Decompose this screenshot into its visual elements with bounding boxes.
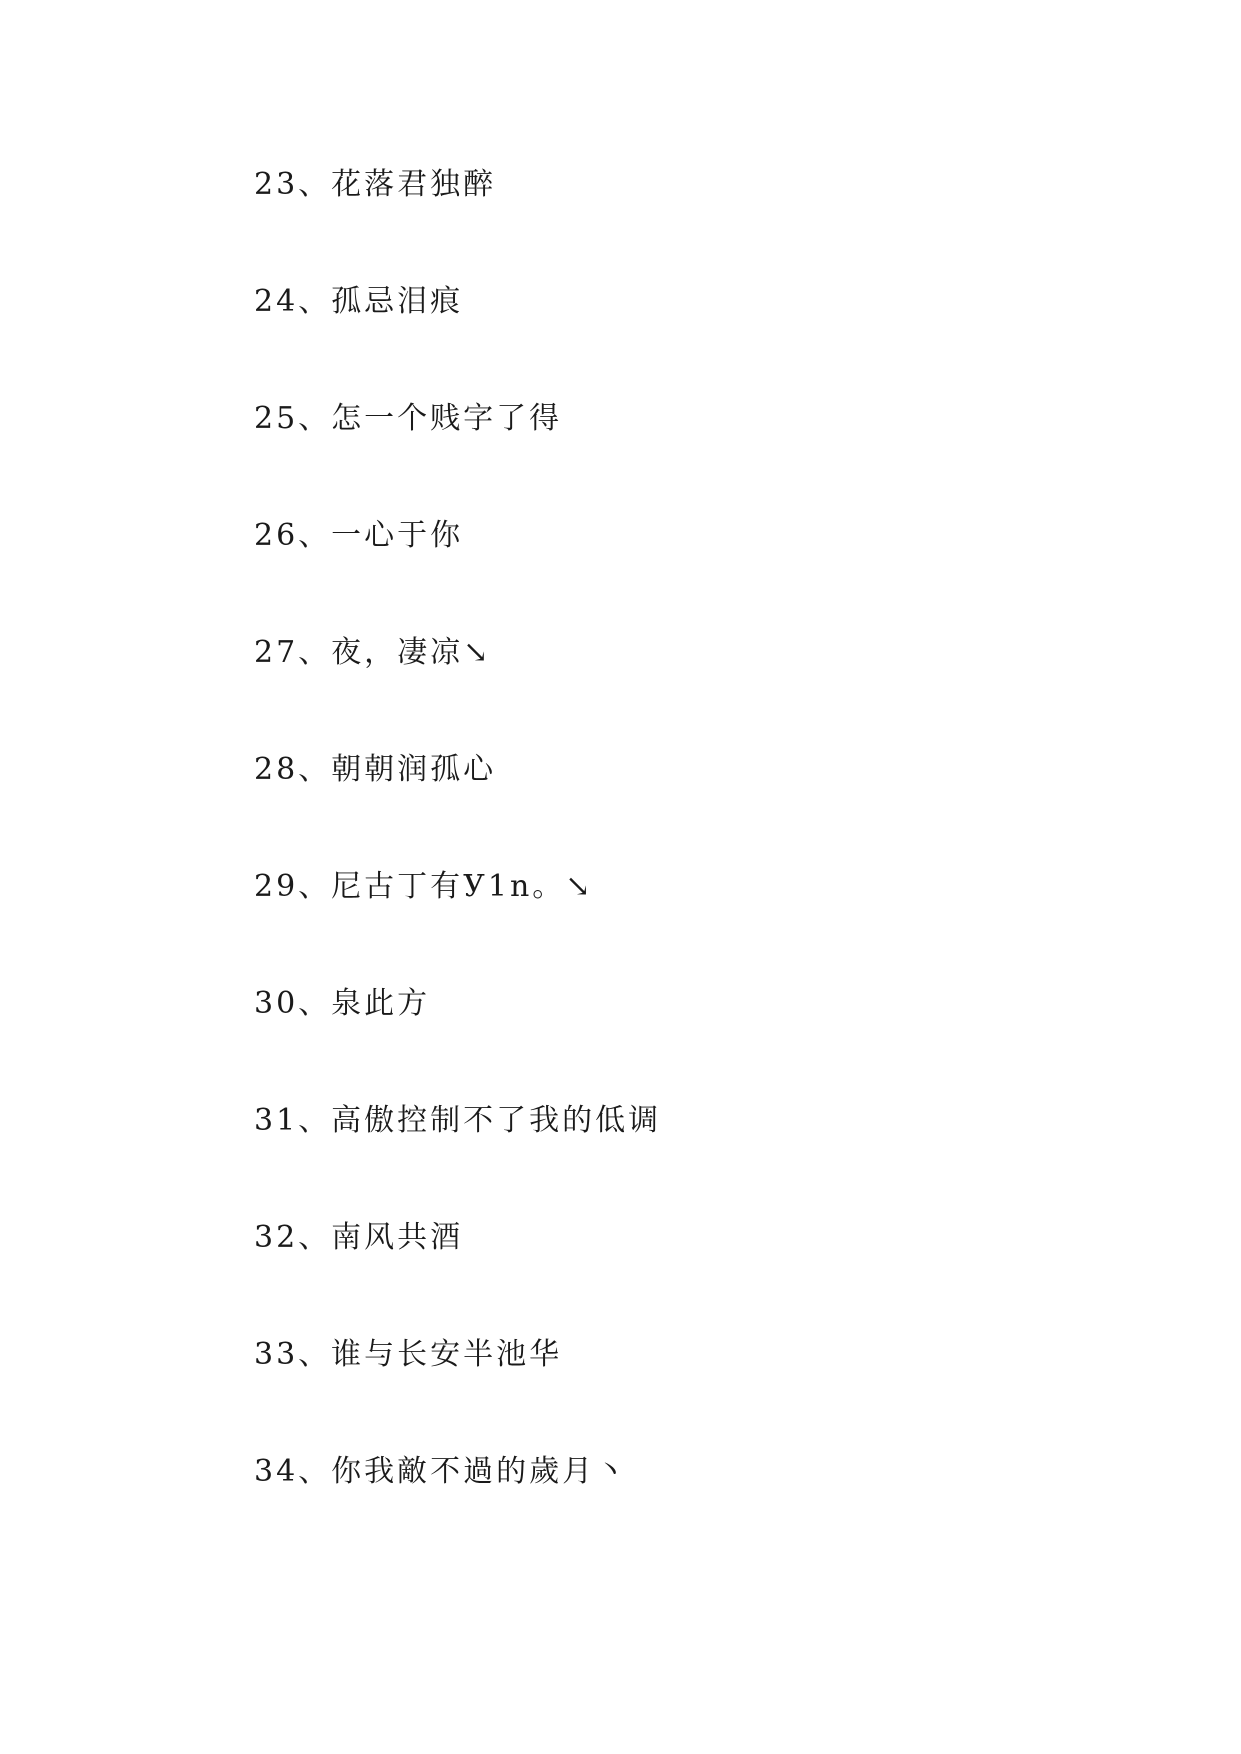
list-item-text: 33、谁与长安半池华 (254, 1337, 563, 1372)
list-item (254, 394, 661, 511)
list-item (254, 628, 661, 745)
numbered-list (254, 160, 661, 1564)
list-item-text: 28、朝朝润孤心 (254, 752, 497, 787)
list-item (254, 979, 661, 1096)
list-item-text: 32、南风共酒 (254, 1220, 464, 1255)
list-item (254, 745, 661, 862)
list-item-text: 31、高傲控制不了我的低调 (254, 1103, 662, 1138)
list-item-text: 23、花落君独醉 (254, 167, 497, 202)
list-item (254, 1096, 661, 1213)
list-item-text: 24、孤忌泪痕 (254, 284, 464, 319)
list-item (254, 1213, 661, 1330)
list-item-text: 30、泉此方 (254, 986, 431, 1021)
list-item (254, 862, 661, 979)
list-item (254, 1330, 661, 1447)
list-item (254, 160, 661, 277)
list-item (254, 277, 661, 394)
list-item-text: 25、怎一个贱字了得 (254, 401, 563, 436)
list-item-text: 26、一心于你 (254, 518, 464, 553)
list-item (254, 511, 661, 628)
list-item (254, 1447, 661, 1564)
list-item-text: 29、尼古丁有У1n。↘ (254, 869, 594, 904)
list-item-text: 34、你我敵不過的歲月丶 (254, 1454, 629, 1489)
list-item-text: 27、夜，凄凉↘ (254, 635, 492, 670)
